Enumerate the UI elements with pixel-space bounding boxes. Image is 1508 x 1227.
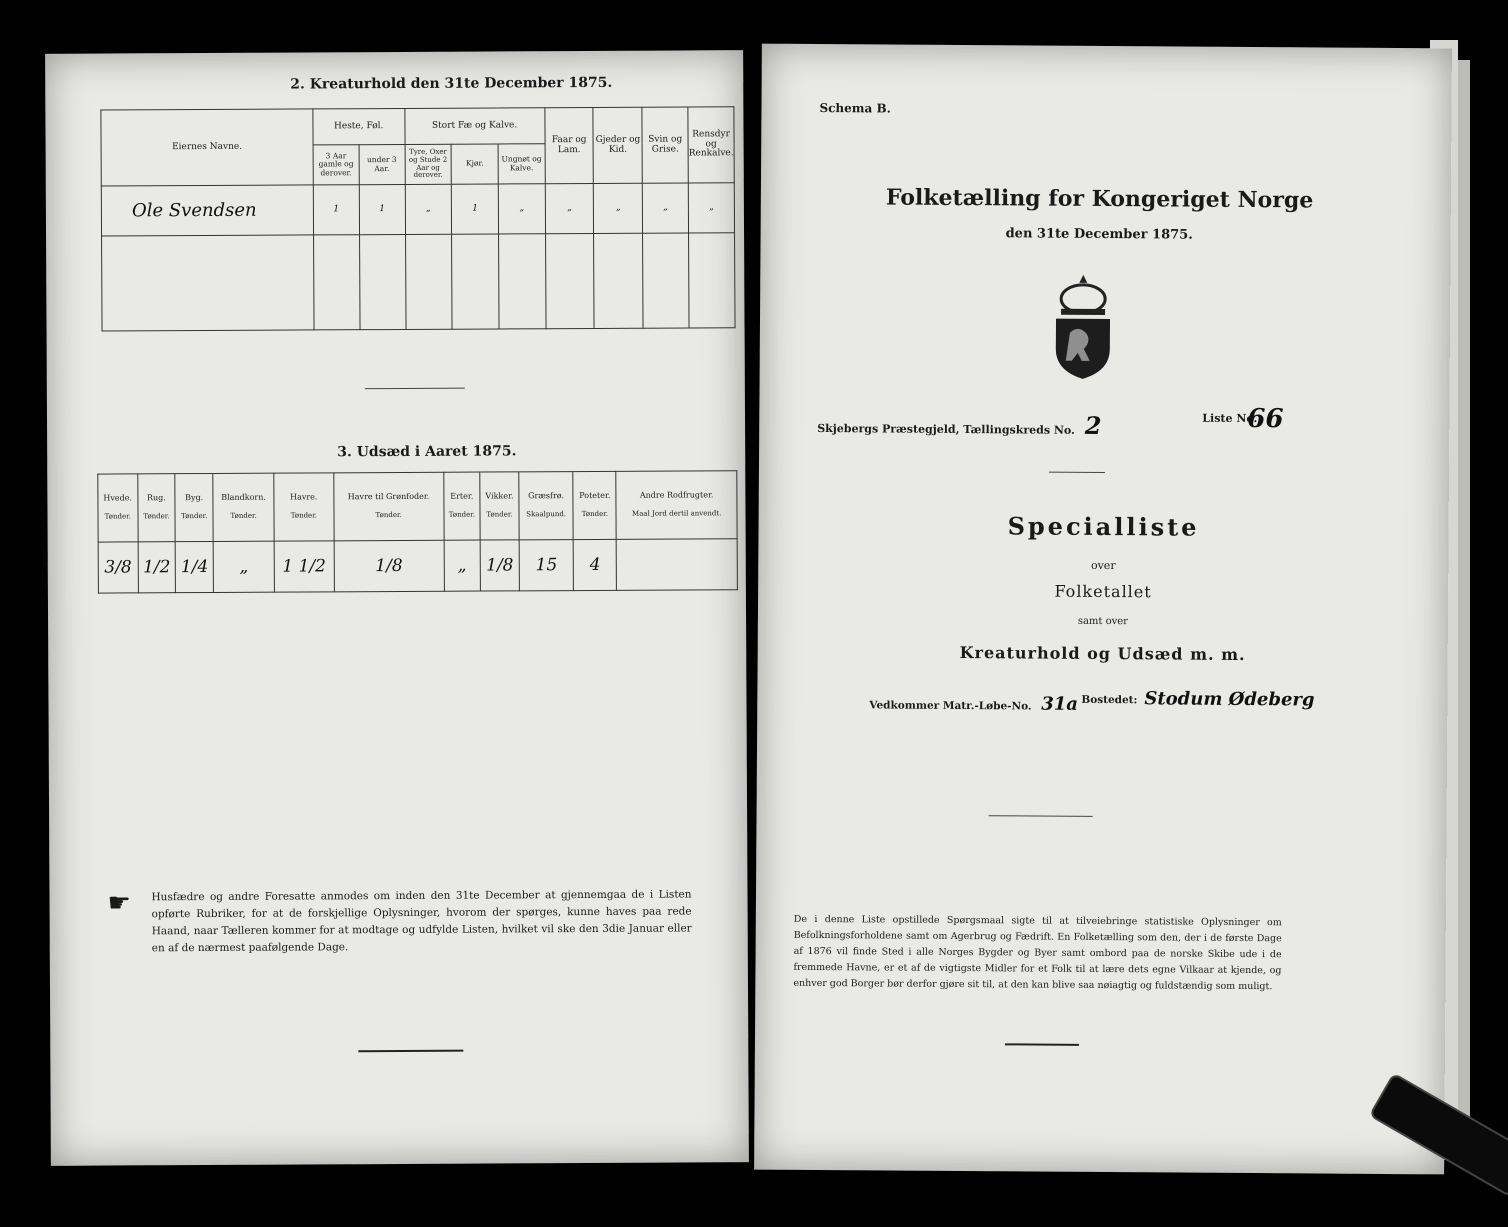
- crop-unit: Tønder.: [581, 510, 609, 519]
- crop-name: Poteter.: [579, 491, 611, 501]
- livestock-value: 1: [359, 184, 405, 234]
- owner-header: Eiernes Navne.: [101, 109, 313, 186]
- coat-of-arms-icon: [1048, 271, 1119, 381]
- fae-sub1: Tyre, Oxer og Stude 2 Aar og derover.: [405, 144, 452, 184]
- crop-header: [573, 471, 616, 540]
- section2-title: 2. Kreaturhold den 31te December 1875.: [290, 74, 613, 93]
- liste-value: 66: [1247, 404, 1284, 435]
- crop-value: 1 1/2: [274, 541, 334, 592]
- schema-label: Schema B.: [819, 101, 891, 116]
- right-page: [754, 44, 1452, 1175]
- tellingskreds-value: 2: [1084, 410, 1102, 440]
- crop-header: [213, 473, 274, 542]
- crop-name: Byg.: [185, 493, 204, 503]
- crop-header: [98, 474, 138, 543]
- divider: [1005, 1043, 1079, 1046]
- crop-name: Blandkorn.: [221, 493, 266, 503]
- owner-name: Ole Svendsen: [101, 185, 313, 236]
- crop-name: Rug.: [146, 493, 166, 503]
- livestock-value: 1: [313, 185, 359, 235]
- crop-unit: Tønder.: [230, 511, 257, 521]
- matr-line: [869, 688, 1429, 717]
- left-page: [45, 50, 749, 1166]
- crop-value: 3/8: [98, 542, 138, 593]
- crop-header: [137, 474, 175, 543]
- liste-label: Liste No.: [1202, 411, 1258, 426]
- census-date: den 31te December 1875.: [1005, 226, 1193, 243]
- livestock-value: „: [643, 183, 689, 233]
- livestock-value: 1: [452, 184, 499, 234]
- kreaturhold-title: Kreaturhold og Udsæd m. m.: [959, 643, 1246, 664]
- crop-unit: Tønder.: [290, 511, 318, 520]
- crop-name: Vikker.: [485, 491, 514, 501]
- crop-unit: Tønder.: [181, 512, 208, 521]
- crop-name: Havre.: [290, 492, 318, 502]
- instruction-note: Husfædre og andre Foresatte anmodes om inden den 31te December at gjennemgaa de i Listen opførte Rubriker, for at de forskjellige Oplysninger, hvorom der spørges, kunne haves paa rede Haand, naar Tælleren kommer for at modtage og udfylde Listen, hvilket vil ske den 3die Januar eller en af de nærmest paafølgende Dage.: [151, 888, 692, 955]
- crop-header: [616, 471, 737, 540]
- fae-sub2: Kjør.: [451, 144, 498, 184]
- crop-header: [443, 472, 480, 541]
- crop-name: Havre til Grønfoder.: [347, 492, 430, 502]
- fae-sub3: Ungnøt og Kalve.: [498, 144, 545, 184]
- divider: [1049, 472, 1105, 473]
- crop-name: Andre Rodfrugter.: [639, 490, 714, 501]
- specialliste-title: Specialliste: [1007, 511, 1200, 542]
- livestock-value: „: [498, 184, 545, 234]
- crop-value: 1/8: [480, 540, 519, 591]
- crop-header: [480, 472, 519, 541]
- crop-unit: Maal Jord dertil anvendt.: [632, 509, 722, 518]
- main-title: Folketælling for Kongeriget Norge: [885, 184, 1314, 214]
- crop-name: Hvede.: [103, 493, 133, 503]
- livestock-value: „: [688, 183, 734, 233]
- bosted-label: Bostedet:: [1081, 693, 1138, 707]
- crop-unit: Skaalpund.: [526, 510, 567, 519]
- divider: [365, 388, 465, 390]
- crop-table: [97, 470, 738, 593]
- crop-name: Græsfrø.: [528, 491, 565, 501]
- bosted-value: Stodum Ødeberg: [1144, 688, 1315, 711]
- gjeder-header: Gjeder og Kid.: [593, 107, 642, 183]
- prestegjeld-label: Skjebergs Præstegjeld, Tællingskreds No.: [817, 422, 1075, 437]
- crop-unit: Tønder.: [448, 510, 476, 519]
- crop-name: Erter.: [450, 492, 474, 502]
- rensdyr-header: Rensdyr og Renkalve.: [688, 107, 734, 183]
- crop-value: 4: [574, 540, 617, 591]
- crop-unit: Tønder.: [104, 512, 131, 521]
- faar-header: Faar og Lam.: [545, 107, 594, 183]
- divider: [989, 815, 1093, 817]
- census-footer-text: De i denne Liste opstillede Spørgsmaal sigte til at tilveiebringe statistiske Oplysninger om Befolkningsforholdene samt om Agerbrug og Fædrift. En Folketælling som den, der i de første Dage af 1876 vil finde Sted i alle Norges Bygder og Byer samt ombord paa de norske Skibe ude i de fremmede Havne, er et af de vigtigste Midler for et Folk til at lære dets egne Vilkaar at kjende, og enhver god Borger bør derfor gjøre sit til, at den kan blive saa nøiagtig og fuldstændig som muligt.: [793, 913, 1282, 993]
- pointing-hand-icon: ☛: [107, 888, 131, 919]
- stort-fae-header: Stort Fæ og Kalve.: [404, 108, 544, 145]
- samt-over-text: samt over: [1077, 615, 1129, 628]
- crop-value: 1/8: [334, 541, 444, 592]
- heste-header: Heste, Føl.: [313, 108, 405, 144]
- livestock-table: [100, 106, 735, 331]
- section3-title: 3. Udsæd i Aaret 1875.: [337, 443, 517, 461]
- crop-header: [333, 472, 443, 541]
- crop-unit: Tønder.: [143, 512, 170, 521]
- crop-value: 15: [519, 540, 574, 591]
- folketallet-title: Folketallet: [1054, 581, 1152, 602]
- crop-unit: Tønder.: [375, 511, 402, 520]
- crop-header: [175, 473, 213, 542]
- crop-value: [617, 539, 738, 590]
- heste-sub1: 3 Aar gamle og derover.: [313, 145, 359, 185]
- location-line: [817, 404, 1457, 442]
- crop-value: 1/2: [138, 542, 176, 593]
- crop-value: „: [213, 541, 274, 592]
- divider: [358, 1050, 463, 1053]
- crop-unit: Tønder.: [486, 510, 513, 519]
- crop-header: [519, 472, 574, 541]
- livestock-value: „: [545, 183, 594, 233]
- livestock-value: „: [405, 184, 452, 234]
- matr-value: 31a: [1041, 693, 1079, 715]
- svin-header: Svin og Grise.: [642, 107, 688, 183]
- crop-value: 1/4: [176, 542, 214, 593]
- heste-sub2: under 3 Aar.: [359, 144, 405, 184]
- matr-label: Vedkommer Matr.-Løbe-No.: [869, 699, 1032, 713]
- crop-value: „: [444, 540, 481, 591]
- livestock-value: „: [594, 183, 643, 233]
- over-text: over: [1090, 558, 1116, 573]
- crop-header: [274, 473, 334, 542]
